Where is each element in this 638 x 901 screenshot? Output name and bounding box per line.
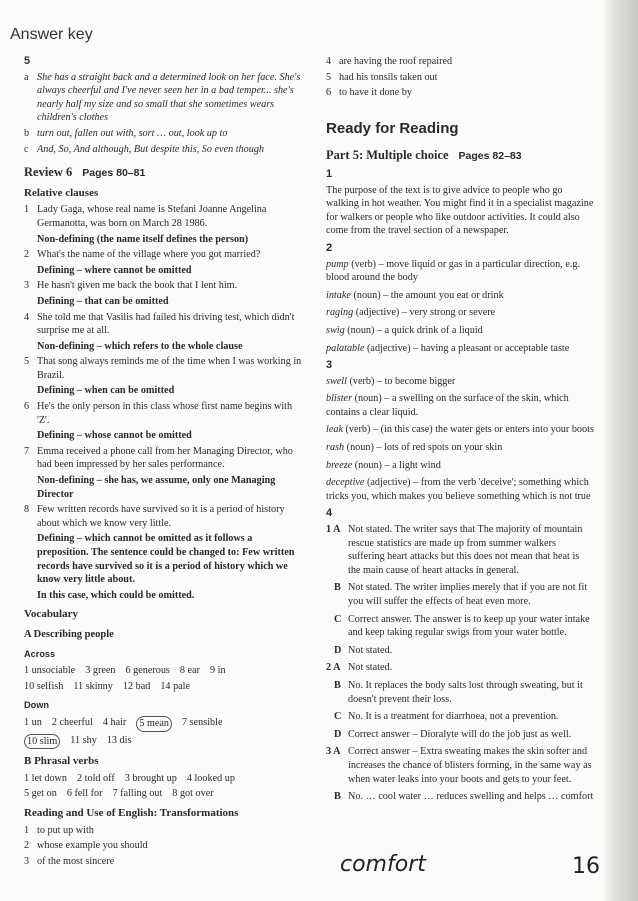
right-column [326, 55, 594, 808]
option-key: D [334, 728, 342, 740]
vocabulary-heading: Vocabulary [24, 608, 78, 621]
relative-clauses-list [24, 203, 306, 586]
item-text: What's the name of the village where you got married? [37, 249, 261, 261]
definition-item [326, 258, 594, 285]
item8-extra-note: In this case, which could be omitted. [37, 589, 195, 601]
multiple-choice-answer [326, 679, 594, 706]
multiple-choice-answer [326, 523, 594, 577]
phrasal-verbs-row-2: 5 get on 6 fell for 7 falling out 8 got over [24, 788, 214, 800]
question-1-answer: The purpose of the text is to give advice to people who go walking in hot weather. You might find it in a specialist magazine for walkers or people who like outdoor activities. It could also come from the travel section of a newspaper. [326, 184, 594, 237]
item-number: 2 [24, 249, 30, 261]
item-text: Lady Gaga, whose real name is Stefani Joanne Angelina Germanotta, was born on March 28 1986. [37, 204, 267, 229]
relative-clause-item [24, 279, 306, 293]
definition-text: (adjective) – very strong or severe [355, 307, 496, 319]
question-1-number: 1 [326, 167, 333, 180]
definition-text: (noun) – a light wind [354, 459, 441, 471]
definition-text: (verb) – (in this case) the water gets or enters into your boots [345, 424, 594, 436]
down-label: Down [24, 700, 50, 711]
defined-word: raging [326, 307, 354, 319]
multiple-choice-answer [326, 644, 594, 658]
definition-text: (adjective) – having a pleasant or acceptable taste [367, 342, 570, 354]
definition-text: (noun) – lots of red spots on your skin [346, 442, 503, 454]
defined-word: swell [326, 375, 347, 387]
option-key: 2 A [326, 662, 341, 674]
item-number: 4 [24, 311, 30, 323]
defined-word: rash [326, 442, 345, 454]
definition-text: (noun) – a swelling on the surface of the skin, which contains a clear liquid. [326, 393, 569, 418]
definition-text: (verb) – move liquid or gas in a particular direction, e.g. blood around the body [326, 258, 581, 284]
definition-item [326, 324, 594, 338]
down-row-1: 1 un 2 cheerful 4 hair 5 mean 7 sensible [24, 716, 306, 732]
item-note: Non-defining – which refers to the whole clause [37, 340, 243, 352]
multiple-choice-answer [326, 710, 594, 724]
item-text: She told me that Vasilis had failed his driving test, which didn't surprise me at all. [37, 311, 295, 337]
relative-clause-item [24, 311, 306, 338]
transformations-heading: Reading and Use of English: Transformations [24, 806, 239, 819]
answer-a: a She has a straight back and a determined look on her face. She's always cheerful and I've never seen her in a bad temper... she's nearly half my size and so small that she sometimes wears children's clothes [24, 71, 301, 124]
option-key: B [334, 582, 341, 594]
definition-item [326, 289, 594, 303]
item-note: Defining – which cannot be omitted as it follows a preposition. The sentence could be changed to: Few written records have survived so it is a period of history which we know very little about. [37, 533, 295, 586]
item-note: Non-defining – she has, we assume, only one Managing Director [37, 475, 276, 500]
definition-text: (verb) – to become bigger [349, 375, 456, 387]
across-label: Across [24, 648, 56, 659]
transformation-item: 4 are having the roof repaired [326, 56, 453, 67]
relative-clause-item [24, 355, 306, 382]
option-text: Correct answer – Extra sweating makes the skin softer and increases the chance of blisters forming, in the same way as when water leaks into your boots and gets to your feet. [348, 746, 592, 785]
describing-people-heading: A Describing people [24, 628, 114, 640]
transformation-item: 3 of the most sincere [24, 855, 115, 867]
multiple-choice-answer [326, 581, 594, 608]
relative-clause-item [24, 248, 306, 262]
relative-clause-item [24, 445, 306, 472]
item-note: Defining – where cannot be omitted [37, 264, 192, 276]
question-2-number: 2 [326, 241, 333, 254]
option-key: B [334, 679, 341, 691]
relative-clause-item [24, 503, 306, 530]
multiple-choice-answer [326, 728, 594, 742]
option-key: C [334, 613, 342, 625]
answer-c: c And, So, And although, But despite this, So even though [24, 143, 265, 155]
phrasal-verbs-row-1: 1 let down 2 told off 3 brought up 4 looked up [24, 772, 235, 784]
definition-item [326, 392, 594, 419]
definition-item [326, 476, 594, 503]
across-row-2: 10 selfish 11 skinny 12 bad 14 pale [24, 680, 191, 692]
review-heading: Review 6 Pages 80–81 [24, 165, 146, 180]
multiple-choice-answer [326, 745, 594, 786]
defined-word: deceptive [326, 477, 365, 489]
item-text: He hasn't given me back the book that I lent him. [37, 280, 238, 292]
item-note: Defining – when can be omitted [37, 385, 175, 397]
relative-clauses-heading: Relative clauses [24, 186, 99, 199]
item-number: 1 [24, 204, 30, 216]
item-text: That song always reminds me of the time when I was working in Brazil. [37, 356, 302, 381]
page-title: Answer key [10, 26, 93, 43]
item-text: Emma received a phone call from her Managing Director, who had been impressed by her sales performance. [37, 445, 293, 471]
option-text: Not stated. The writer implies merely that if you are not fit you will suffer the effects of heat even more. [348, 582, 588, 607]
definition-item [326, 375, 594, 389]
definition-text: (adjective) – from the verb 'deceive'; something which tricks you, which makes you believe something which is not true [326, 477, 591, 502]
item-note: Defining – that can be omitted [37, 295, 169, 307]
option-text: No. It is a treatment for diarrhoea, not a prevention. [348, 711, 559, 723]
option-text: Correct answer. The answer is to keep up your water intake and keep taking regular swigs from your water bottle. [348, 613, 590, 639]
option-text: Not stated. [348, 662, 393, 674]
item-number: 5 [24, 356, 30, 368]
transformation-item: 5 had his tonsils taken out [326, 71, 438, 83]
transformation-item: 1 to put up with [24, 824, 94, 836]
handwritten-page-number: 16 [572, 854, 600, 879]
question-4-number: 4 [326, 507, 333, 520]
page-edge-shadow [604, 0, 638, 901]
definition-item [326, 342, 594, 356]
defined-word: palatable [326, 342, 365, 354]
down-row-2: 10 slim 11 shy 13 dis [24, 734, 306, 750]
question-2-definitions [326, 258, 594, 356]
option-key: B [334, 791, 341, 803]
answer-b: b turn out, fallen out with, sort … out, look up to [24, 127, 228, 139]
defined-word: intake [326, 289, 351, 301]
part5-heading: Part 5: Multiple choice Pages 82–83 [326, 148, 522, 163]
multiple-choice-answer [326, 790, 594, 804]
relative-clause-item [24, 400, 306, 427]
item-number: 3 [24, 280, 30, 292]
question-3-definitions [326, 375, 594, 504]
defined-word: swig [326, 324, 345, 336]
option-text: Correct answer – Dioralyte will do the job just as well. [348, 728, 572, 740]
option-key: D [334, 644, 342, 656]
item-note: Non-defining (the name itself defines the person) [37, 233, 249, 245]
defined-word: blister [326, 393, 353, 405]
question-3-number: 3 [326, 359, 333, 372]
option-key: 3 A [326, 746, 341, 758]
across-row-1: 1 unsociable 3 green 6 generous 8 ear 9 in [24, 665, 226, 677]
defined-word: leak [326, 424, 343, 436]
ready-for-reading-heading: Ready for Reading [326, 119, 459, 137]
option-text: Not stated. The writer says that The majority of mountain rescue statistics are made up from summer walkers suffering heart attacks but this does not mean that heat is the main cause of heart attacks in general. [348, 524, 583, 576]
option-text: No. … cool water … reduces swelling and helps … comfort [348, 791, 594, 803]
multiple-choice-answer [326, 661, 594, 675]
option-text: Not stated. [348, 644, 393, 656]
defined-word: breeze [326, 459, 353, 471]
defined-word: pump [326, 258, 349, 270]
item-note: Defining – whose cannot be omitted [37, 430, 192, 442]
handwritten-note: comfort [340, 852, 426, 877]
definition-item [326, 306, 594, 320]
option-key: C [334, 711, 342, 723]
item-text: Few written records have survived so it is a period of history about which we know very little. [37, 504, 285, 529]
option-key: 1 A [326, 524, 341, 536]
phrasal-verbs-heading: B Phrasal verbs [24, 755, 99, 768]
section-5-number: 5 [24, 55, 31, 67]
multiple-choice-answer [326, 613, 594, 640]
item-number: 8 [24, 504, 30, 516]
option-text: No. It replaces the body salts lost through sweating, but it doesn't prevent their loss. [348, 679, 583, 705]
item-text: He's the only person in this class whose first name begins with 'Z'. [37, 401, 293, 426]
left-column [24, 55, 306, 870]
item-number: 7 [24, 445, 30, 457]
relative-clause-item [24, 203, 306, 230]
definition-item [326, 423, 594, 437]
item-number: 6 [24, 401, 30, 413]
definition-item [326, 459, 594, 473]
transformation-item: 6 to have it done by [326, 87, 412, 99]
question-4-answers [326, 523, 594, 804]
definition-item [326, 441, 594, 455]
definition-text: (noun) – the amount you eat or drink [353, 289, 504, 301]
transformation-item: 2 whose example you should [24, 840, 148, 852]
definition-text: (noun) – a quick drink of a liquid [347, 324, 483, 336]
